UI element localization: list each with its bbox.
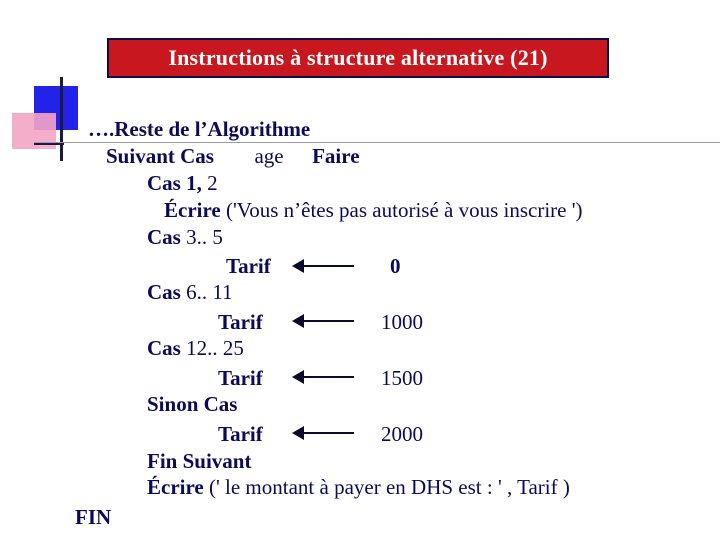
cas-value: 12.. 25 xyxy=(186,336,244,360)
tarif-value: 0 xyxy=(390,254,401,278)
tarif-value-1500 xyxy=(381,368,423,389)
line-reste-algorithme xyxy=(88,119,310,140)
line-cas-1-2 xyxy=(147,173,218,194)
tarif-value: 1000 xyxy=(381,310,423,334)
reste-algorithme-text: ….Reste de l’Algorithme xyxy=(88,117,311,141)
faire-keyword: Faire xyxy=(312,144,360,168)
line-tarif-1500 xyxy=(218,368,263,389)
line-tarif-1000 xyxy=(218,312,263,333)
suivant-cas-keyword: Suivant Cas xyxy=(106,144,214,168)
tarif-value: 2000 xyxy=(381,422,423,446)
cas-keyword: Cas xyxy=(147,280,181,304)
line-sinon-cas xyxy=(147,394,237,415)
tarif-variable: Tarif xyxy=(218,422,263,446)
cas-value: 1, xyxy=(186,171,202,195)
line-fin-suivant xyxy=(147,451,251,472)
left-arrow-icon xyxy=(292,370,354,384)
line-cas-3-5 xyxy=(147,227,223,248)
line-tarif-2000 xyxy=(218,424,263,445)
ecrire-keyword: Écrire xyxy=(164,198,221,222)
slide-title: Instructions à structure alternative (21) xyxy=(168,45,548,70)
tarif-value: 1500 xyxy=(381,366,423,390)
line-fin xyxy=(75,507,111,528)
tarif-variable: Tarif xyxy=(218,366,263,390)
left-arrow-icon xyxy=(292,314,354,328)
cas-value: 2 xyxy=(207,171,218,195)
tarif-value-1000 xyxy=(381,312,423,333)
line-ecrire-non-autorise xyxy=(164,200,583,221)
decorative-horizontal-accent xyxy=(34,143,64,145)
cas-keyword: Cas xyxy=(147,171,181,195)
fin-suivant-keyword: Fin Suivant xyxy=(147,449,252,473)
tarif-value-2000 xyxy=(381,424,423,445)
slide-title-box xyxy=(107,38,609,78)
line-cas-12-25 xyxy=(147,338,244,359)
tarif-variable: Tarif xyxy=(218,310,263,334)
cas-value: 3.. 5 xyxy=(186,225,223,249)
line-cas-6-11 xyxy=(147,282,233,303)
cas-value: 6.. 11 xyxy=(186,280,233,304)
variable-age: age xyxy=(254,144,284,168)
decorative-vertical-line xyxy=(60,77,63,161)
ecrire-argument: , Tarif ) xyxy=(507,475,570,499)
left-arrow-icon xyxy=(292,426,354,440)
tarif-value-0 xyxy=(390,256,401,277)
line-suivant-cas xyxy=(106,146,360,167)
tarif-variable: Tarif xyxy=(226,254,271,278)
sinon-cas-keyword: Sinon Cas xyxy=(147,392,238,416)
line-tarif-0 xyxy=(226,256,271,277)
cas-keyword: Cas xyxy=(147,225,181,249)
cas-keyword: Cas xyxy=(147,336,181,360)
decorative-horizontal-line xyxy=(34,142,720,143)
fin-keyword: FIN xyxy=(75,505,112,529)
ecrire-message: (' le montant à payer en DHS est : ' xyxy=(209,475,502,499)
left-arrow-icon xyxy=(292,259,354,273)
ecrire-keyword: Écrire xyxy=(147,475,204,499)
ecrire-message: ('Vous n’êtes pas autorisé à vous inscrire ') xyxy=(226,198,583,222)
line-ecrire-montant xyxy=(147,477,570,498)
